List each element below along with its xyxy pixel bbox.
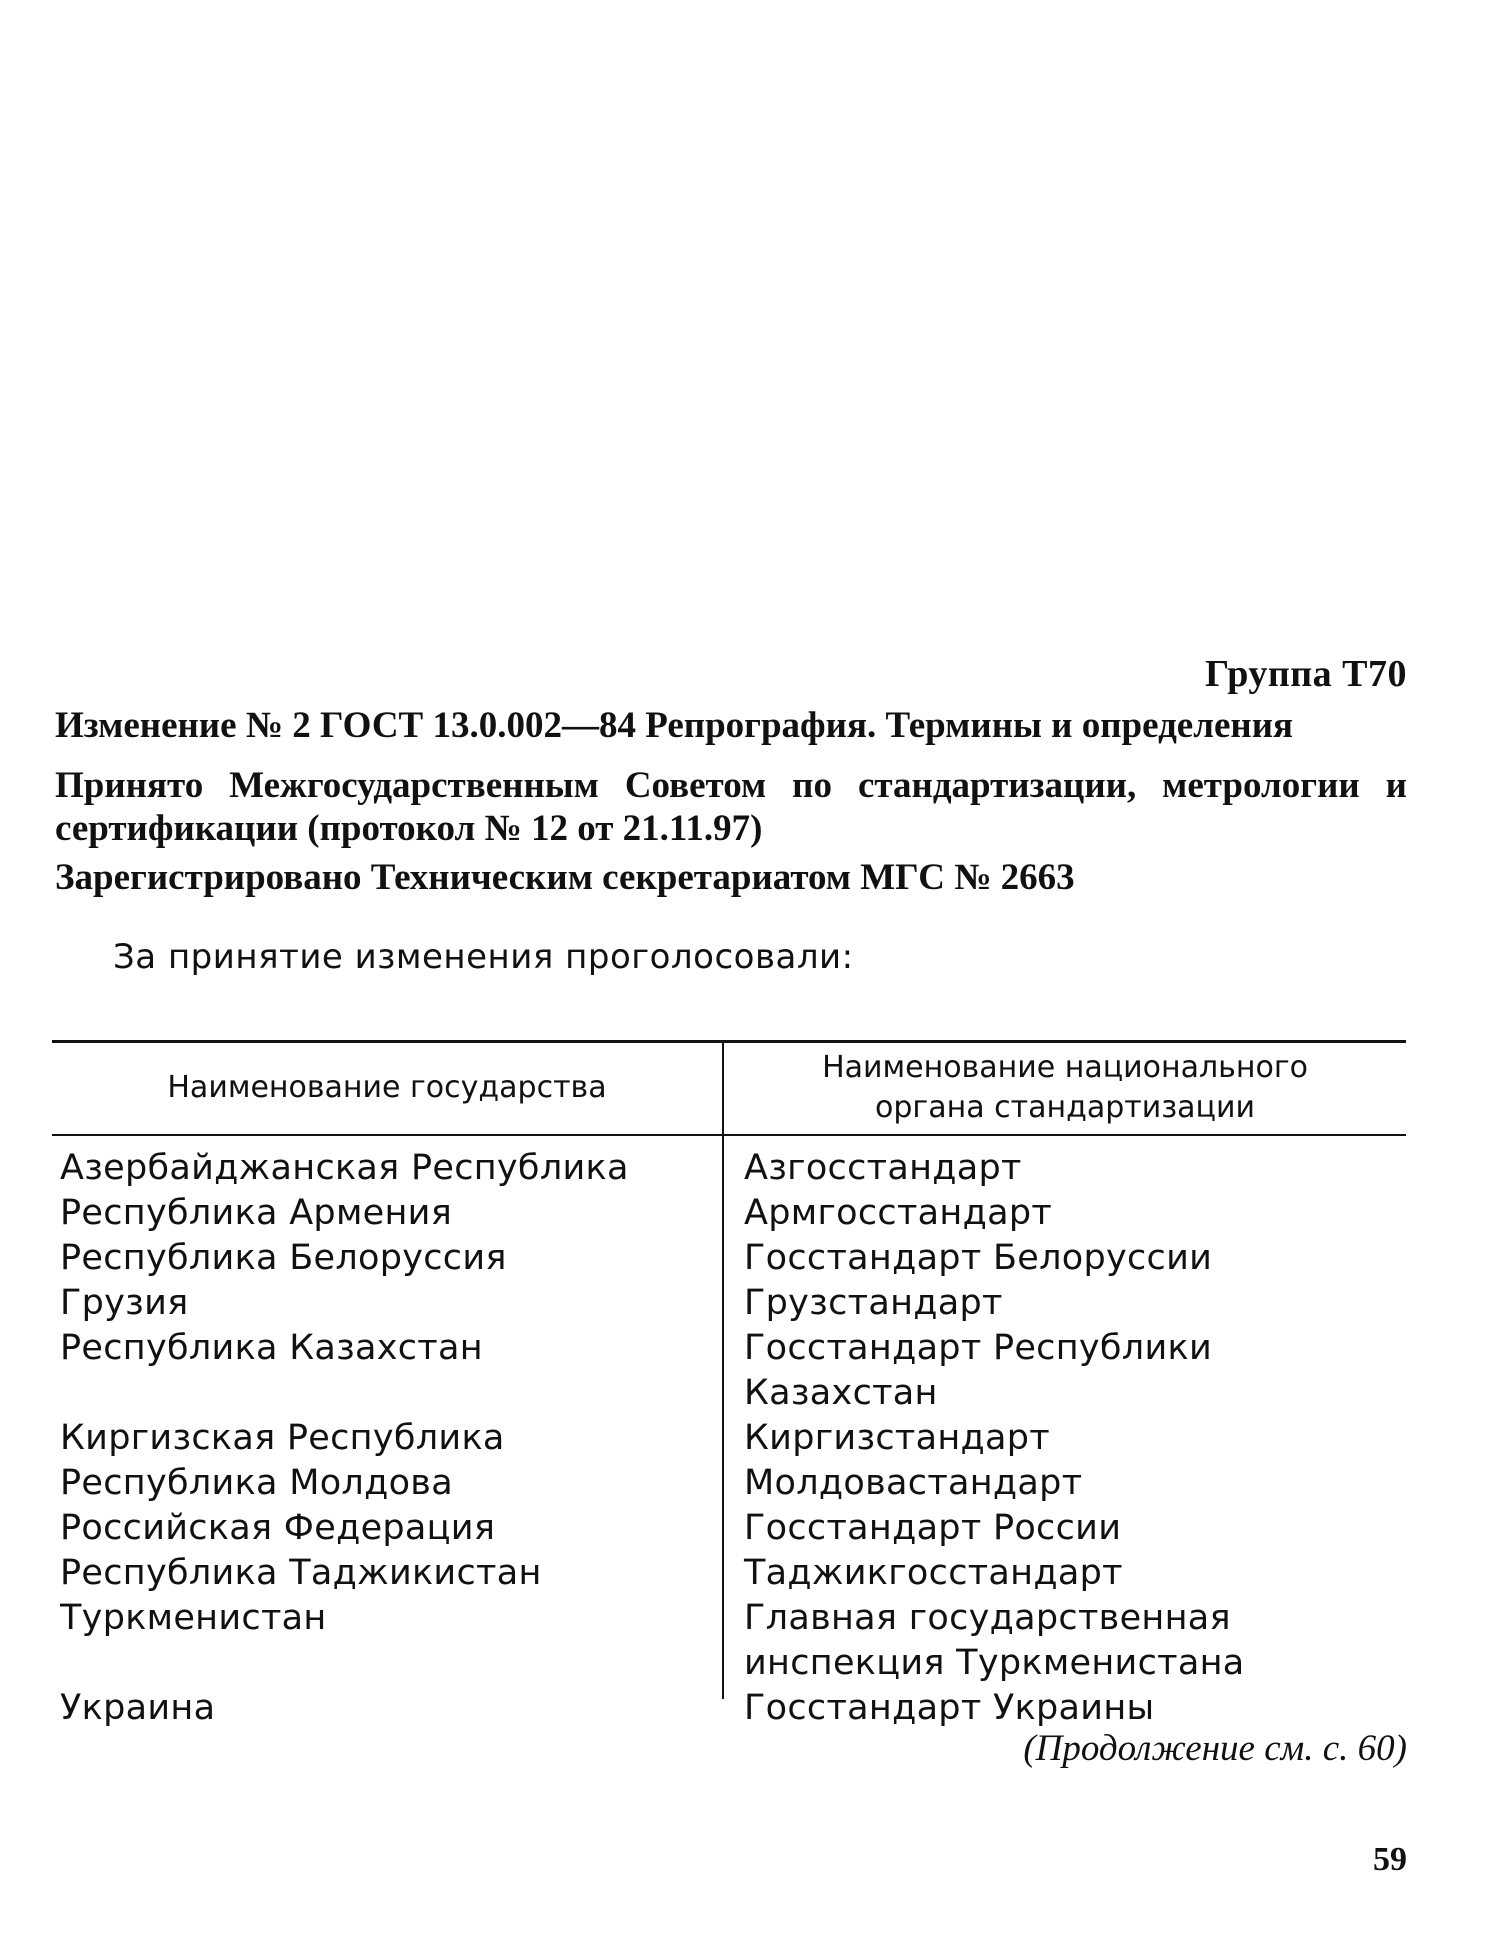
state-cell: Республика Армения	[60, 1193, 453, 1233]
table-row	[52, 1281, 1406, 1326]
table-row	[52, 1596, 1406, 1686]
table-header-org-line-2: органа стандартизации	[875, 1090, 1255, 1125]
change-title: Изменение № 2 ГОСТ 13.0.002—84 Репрография. Термины и определения	[55, 705, 1294, 746]
state-cell: Киргизская Республика	[60, 1418, 505, 1458]
state-cell: Азербайджанская Республика	[60, 1148, 629, 1188]
org-cell: Армгосстандарт	[744, 1193, 1053, 1233]
group-label: Группа Т70	[1204, 653, 1407, 695]
table-row	[52, 1146, 1406, 1191]
org-cell: Азгосстандарт	[744, 1148, 1022, 1188]
state-cell: Туркменистан	[60, 1598, 327, 1638]
table-row	[52, 1416, 1406, 1461]
org-cell: Грузстандарт	[744, 1283, 1003, 1323]
org-cell: Госстандарт России	[744, 1508, 1122, 1548]
table-body	[52, 1146, 1406, 1731]
org-cell: Госстандарт Республики Казахстан	[744, 1328, 1213, 1413]
table-row	[52, 1326, 1406, 1416]
vote-intro: За принятие изменения проголосовали:	[113, 937, 854, 977]
state-cell: Российская Федерация	[60, 1508, 496, 1548]
table-header-org	[724, 1048, 1406, 1128]
table-header-org-line-1: Наименование национального	[822, 1050, 1308, 1085]
org-cell: Госстандарт Украины	[744, 1688, 1155, 1728]
state-cell: Республика Молдова	[60, 1463, 453, 1503]
adoption-statement-line-1: Принято Межгосударственным Советом по стандартизации, метрологии и	[55, 765, 1407, 806]
org-cell: Госстандарт Белоруссии	[744, 1238, 1213, 1278]
registration-statement: Зарегистрировано Техническим секретариатом МГС № 2663	[55, 857, 1075, 898]
continuation-note: (Продолжение см. с. 60)	[1023, 1728, 1407, 1769]
table-row	[52, 1461, 1406, 1506]
adoption-statement	[55, 764, 1407, 850]
state-cell: Республика Таджикистан	[60, 1553, 542, 1593]
state-cell: Украина	[60, 1688, 216, 1728]
table-row	[52, 1191, 1406, 1236]
state-cell: Грузия	[60, 1283, 189, 1323]
table-row	[52, 1506, 1406, 1551]
org-cell: Главная государственная инспекция Туркменистана	[744, 1598, 1245, 1683]
table-row	[52, 1236, 1406, 1281]
table-top-rule	[52, 1040, 1406, 1043]
table-header-rule	[52, 1134, 1406, 1136]
org-cell: Молдовастандарт	[744, 1463, 1083, 1503]
state-cell: Республика Белоруссия	[60, 1238, 507, 1278]
page-number: 59	[1373, 1841, 1407, 1878]
org-cell: Таджикгосстандарт	[744, 1553, 1123, 1593]
table-header-state: Наименование государства	[167, 1070, 607, 1105]
table-row	[52, 1686, 1406, 1731]
org-cell: Киргизстандарт	[744, 1418, 1050, 1458]
state-cell: Республика Казахстан	[60, 1328, 483, 1368]
adoption-statement-line-2: сертификации (протокол № 12 от 21.11.97)	[55, 808, 763, 849]
table-row	[52, 1551, 1406, 1596]
